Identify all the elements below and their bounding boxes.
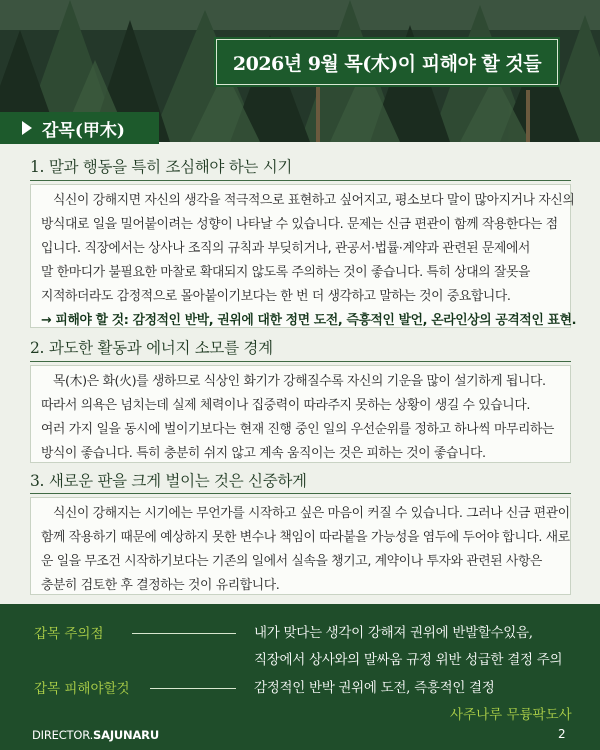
caution-label: 갑목 주의점 bbox=[34, 626, 104, 642]
page-title: 2026년 9월 목(木)이 피해야 할 것들 bbox=[232, 52, 542, 75]
section-1-line-2: 방식대로 일을 밀어붙이려는 성향이 나타날 수 있습니다. 문제는 신금 편관이 함께 작용한다는 점 bbox=[41, 217, 558, 232]
section-2-line-2: 따라서 의욕은 넘치는데 실제 체력이나 집중력이 따라주지 못하는 상황이 생길 수 있습니다. bbox=[41, 398, 531, 413]
caution-line-2: 직장에서 상사와의 말싸움 규정 위반 성급한 결정 주의 bbox=[254, 652, 563, 668]
section-2-divider bbox=[30, 361, 571, 362]
section-1-divider bbox=[30, 180, 571, 181]
brand-mark bbox=[32, 728, 159, 742]
title-banner bbox=[216, 39, 558, 85]
section-1-line-5: 지적하더라도 감정적으로 몰아붙이기보다는 한 번 더 생각하고 말하는 것이 중요합니다. bbox=[41, 289, 511, 304]
section-3-line-4: 충분히 검토한 후 결정하는 것이 유리합니다. bbox=[41, 578, 280, 593]
section-3-body bbox=[30, 497, 571, 595]
section-3-line-1: 식신이 강해지는 시기에는 무언가를 시작하고 싶은 마음이 커질 수 있습니다. 그러나 신금 편관이 bbox=[53, 506, 570, 521]
section-2-line-3: 여러 가지 일을 동시에 벌이기보다는 현재 진행 중인 일의 우선순위를 정하고 하나씩 마무리하는 bbox=[41, 422, 555, 437]
avoid-label: 갑목 피해야할것 bbox=[34, 681, 130, 697]
section-2-heading: 2. 과도한 활동과 에너지 소모를 경계 bbox=[30, 339, 273, 357]
section-1-avoid-note: → 피해야 할 것: 감정적인 반박, 권위에 대한 정면 도전, 즉흥적인 발언, 온라인상의 공격적인 표현. bbox=[41, 313, 577, 328]
brand-name: SAJUNARU bbox=[93, 728, 159, 742]
section-3-divider bbox=[30, 493, 571, 494]
brand-prefix: DIRECTOR. bbox=[32, 728, 94, 742]
section-2-line-1: 목(木)은 화(火)를 생하므로 식상인 화기가 강해질수록 자신의 기운을 많이 설기하게 됩니다. bbox=[53, 374, 546, 389]
caution-dash bbox=[132, 633, 236, 634]
section-1-line-3: 입니다. 직장에서는 상사나 조직의 규칙과 부딪히거나, 관공서·법률·계약과 관련된 문제에서 bbox=[41, 241, 531, 256]
section-2-line-4: 방식이 좋습니다. 특히 충분히 쉬지 않고 계속 움직이는 것은 피하는 것이 좋습니다. bbox=[41, 446, 486, 461]
caution-line-1: 내가 맞다는 생각이 강해져 권위에 반발할수있음, bbox=[254, 625, 533, 641]
section-3-line-2: 함께 작용하기 때문에 예상하지 못한 변수나 책임이 따라붙을 가능성을 염두에 두어야 합니다. 새로 bbox=[41, 530, 570, 545]
page-number: 2 bbox=[558, 727, 566, 741]
section-2-body bbox=[30, 365, 571, 463]
section-3-line-3: 운 일을 무조건 시작하기보다는 기존의 일에서 실속을 챙기고, 계약이나 투자와 관련된 사항은 bbox=[41, 554, 543, 569]
section-1-body bbox=[30, 184, 577, 328]
summary-footer bbox=[0, 604, 600, 750]
section-3-heading: 3. 새로운 판을 크게 벌이는 것은 신중하게 bbox=[30, 472, 307, 490]
avoid-summary: 감정적인 반박 권위에 도전, 즉흥적인 결정 bbox=[254, 680, 495, 696]
signature: 사주나루 무륭팍도사 bbox=[450, 707, 572, 723]
section-1-line-4: 말 한마디가 불필요한 마찰로 확대되지 않도록 주의하는 것이 좋습니다. 특히 상대의 잘못을 bbox=[41, 265, 531, 280]
section-tab-label: 갑목(甲木) bbox=[42, 120, 125, 141]
section-1-heading: 1. 말과 행동을 특히 조심해야 하는 시기 bbox=[30, 158, 293, 176]
triangle-right-icon bbox=[22, 121, 32, 135]
section-tab bbox=[0, 112, 159, 144]
avoid-dash bbox=[150, 688, 236, 689]
section-1-line-1: 식신이 강해지면 자신의 생각을 적극적으로 표현하고 싶어지고, 평소보다 말이 많아지거나 자신의 bbox=[53, 193, 575, 208]
